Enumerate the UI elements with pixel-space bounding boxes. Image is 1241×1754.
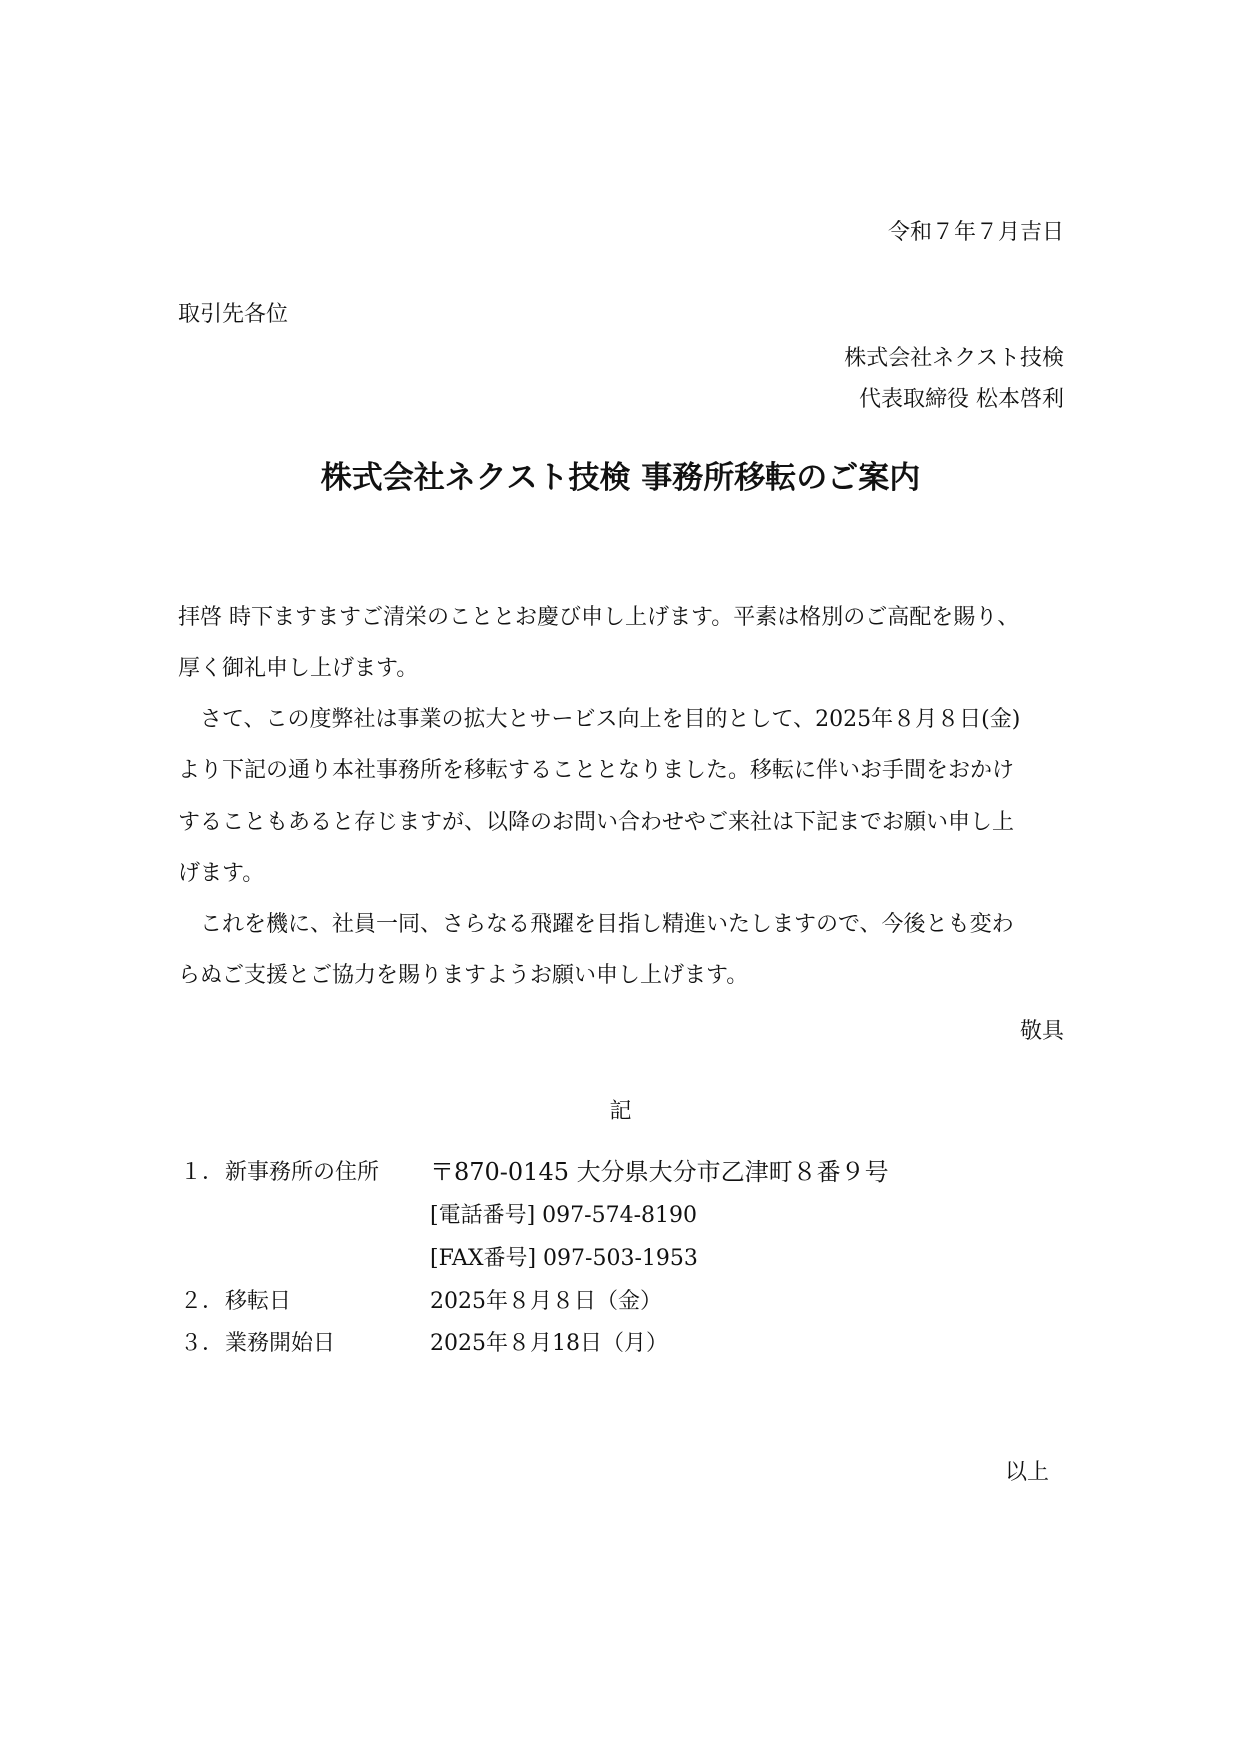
sender-company: 株式会社ネクスト技検 (844, 346, 1064, 371)
letter-date: 令和７年７月吉日 (887, 220, 1064, 245)
business-start-date: 2025年８月18日（月） (430, 1331, 668, 1356)
body-line: 厚く御礼申し上げます。 (178, 656, 419, 681)
body-line: より下記の通り本社事務所を移転することとなりました。移転に伴いお手間をおかけ (178, 758, 1015, 783)
body-line: 拝啓 時下ますますご清栄のこととお慶び申し上げます。平素は格別のご高配を賜り、 (178, 605, 1020, 630)
sender-person: 代表取締役 松本啓利 (859, 387, 1064, 412)
new-address: 〒870-0145 大分県大分市乙津町８番９号 (430, 1158, 889, 1186)
body-line: することもあると存じますが、以降のお問い合わせやご来社は下記までお願い申し上 (178, 810, 1015, 835)
fax-number: [FAX番号] 097-503-1953 (430, 1246, 698, 1271)
item-label: 新事務所の住所 (225, 1160, 380, 1185)
move-date: 2025年８月８日（金） (430, 1289, 662, 1314)
item-number: ３． (180, 1331, 225, 1356)
ki-heading: 記 (609, 1099, 632, 1124)
item-label: 業務開始日 (225, 1331, 336, 1356)
body-line: さて、この度弊社は事業の拡大とサービス向上を目的として、2025年８月８日(金) (200, 707, 1021, 732)
phone-number: [電話番号] 097-574-8190 (430, 1203, 697, 1228)
body-line: らぬご支援とご協力を賜りますようお願い申し上げます。 (178, 963, 749, 988)
recipient: 取引先各位 (178, 302, 289, 327)
page-title: 株式会社ネクスト技検 事務所移転のご案内 (320, 460, 921, 496)
body-line: げます。 (178, 861, 265, 886)
item-number: ２． (180, 1289, 225, 1314)
body-line: これを機に、社員一同、さらなる飛躍を目指し精進いたしますので、今後とも変わ (200, 912, 1014, 937)
closing-keigu: 敬具 (1019, 1019, 1064, 1044)
end-ijou: 以上 (1005, 1460, 1050, 1485)
item-number: １． (180, 1160, 225, 1185)
item-label: 移転日 (225, 1289, 292, 1314)
